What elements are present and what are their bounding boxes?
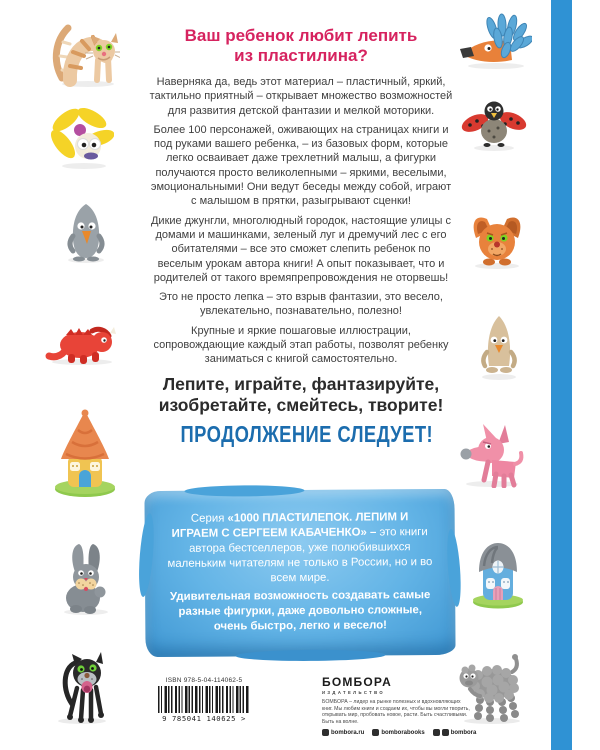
barcode-digits: 9 785041 140625 > xyxy=(162,714,246,723)
figure-blue-hedgehog xyxy=(458,12,532,75)
ladybug-owl-image xyxy=(460,96,528,152)
figure-orange-cat xyxy=(466,210,528,275)
figure-red-dinosaur xyxy=(44,318,118,371)
figure-black-cat xyxy=(50,646,108,731)
body-paragraph: Это не просто лепка – это взрыв фантазии, это весело, увлекательно, познавательно, полезно! xyxy=(159,291,443,318)
page-title xyxy=(149,26,453,66)
black-cat-image xyxy=(50,646,108,726)
globe-icon xyxy=(322,729,329,736)
gray-rabbit-image xyxy=(56,540,116,616)
body-paragraph: Крупные и яркие пошаговые иллюстрации, сопровождающие каждый этап работы, позволят ребенку заниматься с книгой самостоятельно. xyxy=(153,324,449,366)
series-body: это книги автора бестселлеров, уже полюбившихся маленьким читателям не только в России, но и во всем мире. xyxy=(167,526,433,585)
figure-ladybug-owl xyxy=(460,96,528,157)
publisher-subtitle: ИЗДАТЕЛЬСТВО xyxy=(322,690,386,695)
continuation-wrap xyxy=(149,421,453,448)
blue-house-image xyxy=(470,536,526,610)
spine-stripe xyxy=(551,0,572,750)
social-item xyxy=(372,729,424,736)
figure-gray-sheep xyxy=(454,642,526,731)
barcode-block xyxy=(152,677,256,723)
social-handle: bombora xyxy=(450,729,477,736)
title-line-2: из пластилина? xyxy=(234,46,368,65)
title-line-1: Ваш ребенок любит лепить xyxy=(184,26,418,45)
striped-cat-image xyxy=(48,12,120,88)
series-dash: – xyxy=(369,526,377,539)
series-text xyxy=(167,510,434,635)
series-tail: Удивительная возможность создавать самые разные фигурки, даже довольно сложные, очень быстро, легко и весело! xyxy=(169,589,431,633)
telegram-icon xyxy=(433,729,440,736)
publisher-logo: БОМБОРА xyxy=(322,675,392,689)
gray-sheep-image xyxy=(454,642,526,726)
publisher-block xyxy=(322,675,477,736)
body-paragraph: Наверняка да, ведь этот материал – пластичный, яркий, тактильно приятный – открывает множество возможностей для развития детской фантазии и мелкой моторики. xyxy=(149,76,453,117)
text-column xyxy=(149,26,453,448)
blue-hedgehog-image xyxy=(458,12,532,70)
continuation-text: ПРОДОЛЖЕНИЕ СЛЕДУЕТ! xyxy=(180,420,433,447)
gray-bird-image xyxy=(60,200,112,264)
isbn-label: ISBN 978-5-04-114062-5 xyxy=(165,677,243,684)
figure-pink-dog xyxy=(458,420,526,493)
vk-icon xyxy=(372,729,379,736)
barcode-image xyxy=(158,686,250,713)
body-paragraph: Дикие джунгли, многолюдный городок, настоящие улицы с домами и машинками, зеленый луг и дремучий лес с его обитателями – все это сможет слепить ребенок по веселым урокам автора книги! А опыт показывает, что и родителей от такого времяпрепровождения не оторвешь! xyxy=(150,214,452,284)
figure-blue-house xyxy=(470,536,526,615)
series-info-box xyxy=(144,489,455,657)
publisher-blurb: БОМБОРА – лидер на рынке полезных и вдохновляющих книг. Мы любим книги и создаем их, чтобы вы могли творить, открывать мир, пробовать новое, расти. Быть счастливыми. Быть на волне. xyxy=(322,699,470,725)
plasticine-edge xyxy=(137,513,157,598)
social-handle: bombora.ru xyxy=(331,729,365,736)
pink-dog-image xyxy=(458,420,526,488)
ok-icon xyxy=(442,729,449,736)
body-paragraph: Более 100 персонажей, оживающих на страницах книги и под руками вашего ребенка, – из базовых форм, которые легко осваивает даже трехлетний малыш, а фигурки получаются просто великолепными – яркими, веселыми, эмоциональными! Они ведут беседы между собой, играют с малышом в прятки, разыгрывают сценки! xyxy=(150,123,452,208)
dragonfly-image xyxy=(50,104,114,170)
cta-line-1: Лепите, играйте, фантазируйте, xyxy=(162,373,440,394)
series-title: «1000 ПЛАСТИЛЕПОК. ЛЕПИМ И ИГРАЕМ С СЕРГЕЕМ КАБАЧЕНКО» xyxy=(171,511,409,540)
social-handle: bomborabooks xyxy=(381,729,425,736)
orange-roof-house-image xyxy=(52,406,118,498)
plasticine-edge xyxy=(236,649,386,661)
beige-bird-image xyxy=(476,312,522,382)
orange-cat-image xyxy=(466,210,528,270)
figure-beige-bird xyxy=(476,312,522,387)
plasticine-edge xyxy=(184,485,304,497)
social-item xyxy=(322,729,364,736)
figure-dragonfly xyxy=(50,104,114,175)
call-to-action xyxy=(149,374,453,416)
figure-gray-rabbit xyxy=(56,540,116,621)
red-dinosaur-image xyxy=(44,318,118,366)
figure-striped-cat xyxy=(48,12,120,93)
figure-orange-roof-house xyxy=(52,406,118,503)
figure-gray-bird xyxy=(60,200,112,269)
social-row xyxy=(322,729,477,736)
plasticine-edge xyxy=(445,529,463,608)
cta-line-2: изобретайте, смейтесь, творите! xyxy=(158,394,444,415)
series-intro: Серия xyxy=(190,512,225,525)
